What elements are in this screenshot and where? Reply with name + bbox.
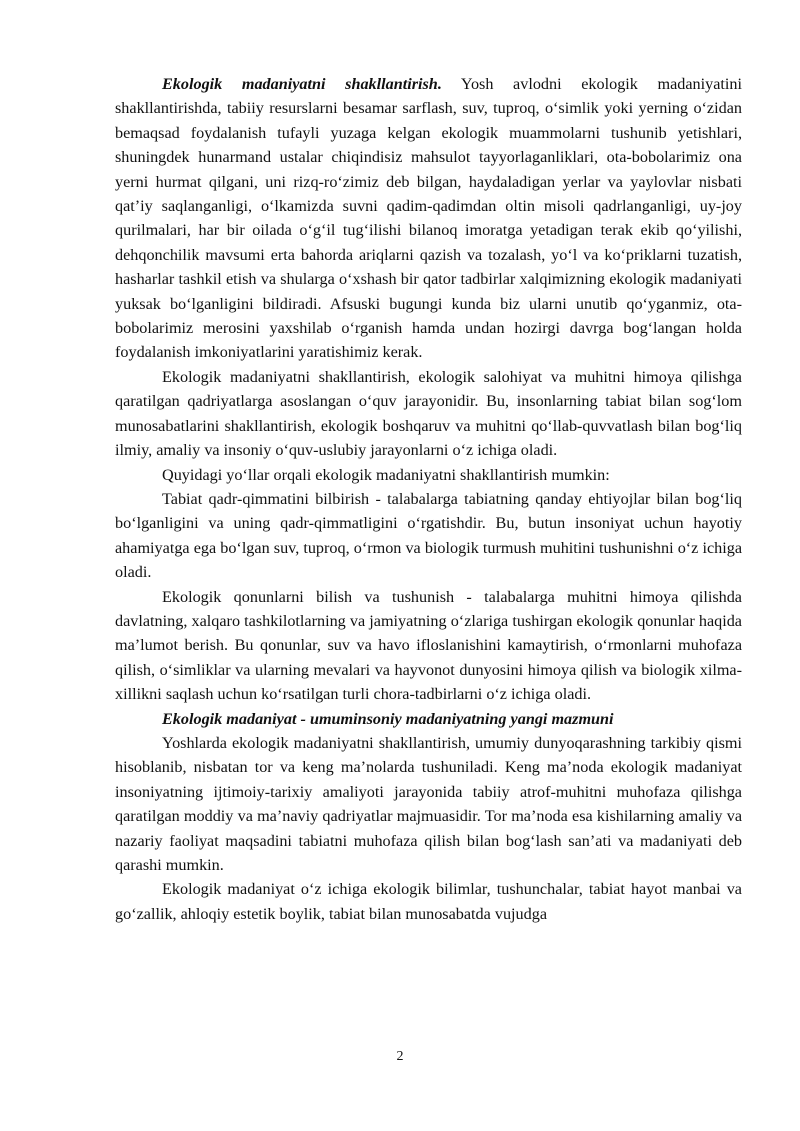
paragraph-7: Ekologik madaniyat o‘z ichiga ekologik bilimlar, tushunchalar, tabiat hayot manbai va go‘zallik, ahloqiy estetik boylik, tabiat bilan munosabatda vujudga [115, 880, 742, 923]
paragraph-6: Yoshlarda ekologik madaniyatni shakllantirish, umumiy dunyoqarashning tarkibiy qismi hisoblanib, nisbatan tor va keng ma’nolarda tushuniladi. Keng ma’noda ekologik madaniyat insoniyatning ijtimoiy-tarixiy amaliyoti jarayonida tabiiy atrof-muhitni muhofaza qilishga qaratilgan moddiy va ma’naviy qadriyatlar majmuasidir. Tor ma’noda esa kishilarning amaliy va nazariy faoliyat maqsadini tabiatni muhofaza qilish bilan bog‘lash san’ati va madaniyati deb qarashi mumkin. [115, 733, 742, 874]
document-page [115, 72, 742, 926]
page-number: 2 [396, 1049, 404, 1064]
paragraph-5: Ekologik qonunlarni bilish va tushunish - talabalarga muhitni himoya qilishda davlatning, xalqaro tashkilotlarning va jamiyatning o‘zlariga tushirgan ekologik qonunlar haqida ma’lumot berish. Bu qonunlar, suv va havo ifloslanishini kamaytirish, o‘rmonlarni muhofaza qilish, o‘simliklar va ularning mevalari va hayvonot dunyosini himoya qilish va biologik xilma-xillikni saqlash uchun ko‘rsatilgan turli chora-tadbirlarni o‘z ichiga oladi. [115, 587, 742, 704]
paragraph-1-body: Yosh avlodni ekologik madaniyatini shakllantirishda, tabiiy resurslarni besamar sarflash, suv, tuproq, o‘simlik yoki yerning o‘zidan bemaqsad foydalanish tufayli yuzaga kelgan ekologik muammolarni tushunib yetishlari, shuningdek hunarmand ustalar chiqindisiz mahsulot tayyorlaganliklari, ota-bobolarimiz ona yerni hurmat qilgani, uni rizq-ro‘zimiz deb bilgan, haydaladigan yerlar va yaylovlar nisbati qat’iy saqlanganligi, o‘lkamizda suvni qadim-qadimdan oltin misoli qadrlanganligi, uy-joy qurilmalari, har bir oilada o‘g‘il tug‘ilishi bilanoq imoratga yetadigan terak ekib qo‘yilishi, dehqonchilik mavsumi erta bahorda ariqlarni qazish va tozalash, yo‘l va ko‘priklarni tuzatish, hasharlar tashkil etish va shularga o‘xshash bir qator tadbirlar xalqimizning ekologik madaniyati yuksak bo‘lganligini bildiradi. Afsuski bugungi kunda biz ularni unutib qo‘yganmiz, ota-bobolarimiz merosini yaxshilab o‘rganish hamda undan hozirgi davrga bog‘langan holda foydalanish imkoniyatlarini yaratishimiz kerak. [115, 75, 743, 362]
paragraph-1 [115, 72, 742, 365]
paragraph-2: Ekologik madaniyatni shakllantirish, ekologik salohiyat va muhitni himoya qilishga qaratilgan qadriyatlarga asoslangan o‘quv jarayonidir. Bu, insonlarning tabiat bilan sog‘lom munosabatlarini shakllantirish, ekologik boshqaruv va muhitni qo‘llab-quvvatlash bilan bog‘liq ilmiy, amaliy va insoniy o‘quv-uslubiy jarayonlarni o‘z ichiga oladi. [115, 367, 742, 460]
section-heading: Ekologik madaniyat - umuminsoniy madaniyatning yangi mazmuni [162, 709, 614, 728]
section-lead-title: Ekologik madaniyatni shakllantirish. [162, 75, 442, 93]
paragraph-3: Quyidagi yo‘llar orqali ekologik madaniyatni shakllantirish mumkin: [162, 465, 610, 484]
paragraph-4: Tabiat qadr-qimmatini bilbirish - talabalarga tabiatning qanday ehtiyojlar bilan bog‘liq bo‘lganligini va uning qadr-qimmatligini o‘rgatishdir. Bu, butun insoniyat uchun hayotiy ahamiyatga ega bo‘lgan suv, tuproq, o‘rmon va biologik turmush muhitini tushunishni o‘z ichiga oladi. [115, 489, 742, 582]
